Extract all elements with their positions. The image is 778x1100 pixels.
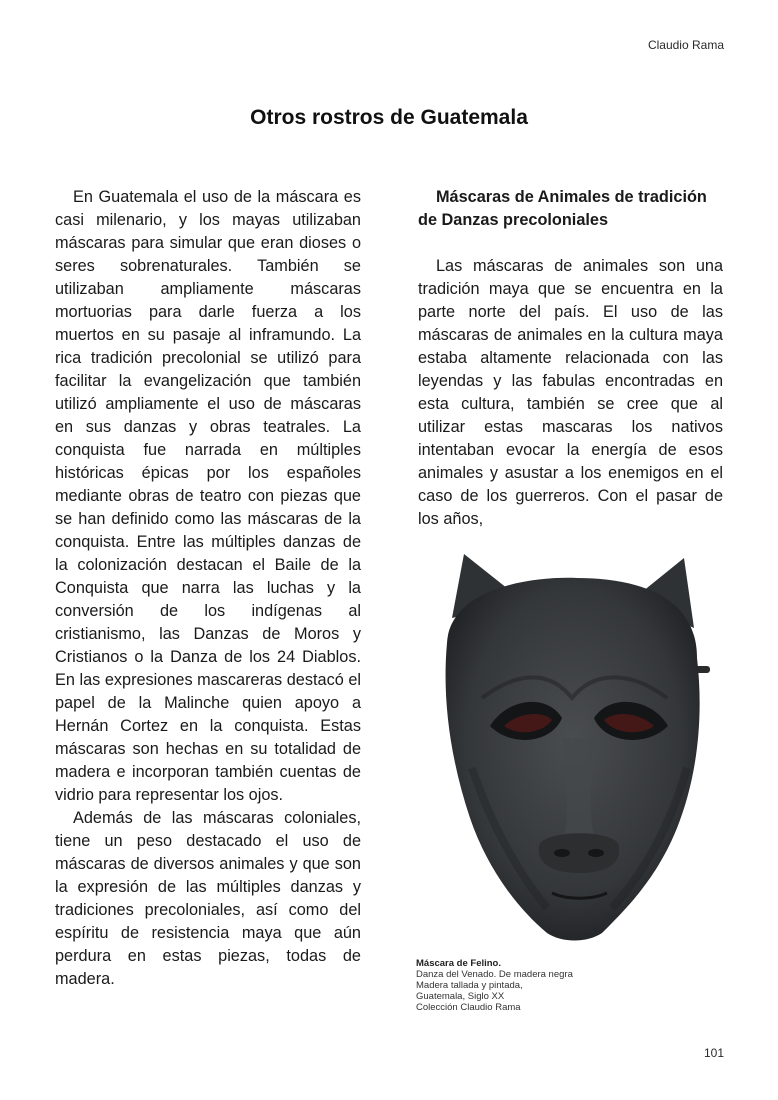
right-column-text-clip (418, 255, 723, 533)
body-paragraph-2: Además de las máscaras coloniales, tiene un peso destacado el uso de máscaras de diversos animales y que son la expresión de las múltiples danzas y tradiciones precoloniales, así como del espíritu de resistencia maya que aún perdura en estas piezas, todas de madera. (55, 809, 361, 988)
caption-line: Madera tallada y pintada, (416, 980, 523, 991)
figure-caption (416, 958, 656, 1013)
left-column (55, 186, 361, 991)
mask-nostril-right (588, 849, 604, 857)
running-header-author: Claudio Rama (647, 38, 724, 52)
right-body-paragraph: Las máscaras de animales son una tradición maya que se encuentra en la parte norte del país. El uso de las máscaras de animales en la cultura maya estaba altamente relacionada con las leyendas y las fabulas encontradas en esta cultura, también se cree que al utilizar estas mascaras los nativos intentaban evocar la energía de esos animales y asustar a los enemigos en el caso de los guerreros. Con el pasar de los años, (418, 257, 723, 528)
mask-nostril-left (554, 849, 570, 857)
caption-line: Guatemala, Siglo XX (416, 991, 505, 1002)
section-title: Máscaras de Animales de tradición de Danzas precoloniales (418, 188, 707, 229)
mask-snout (539, 833, 619, 873)
feline-mask-photo (412, 548, 742, 946)
caption-line: Danza del Venado. De madera negra (416, 969, 573, 980)
caption-line: Colección Claudio Rama (416, 1002, 521, 1013)
page-title: Otros rostros de Guatemala (250, 106, 528, 129)
body-paragraph-1: En Guatemala el uso de la máscara es casi milenario, y los mayas utilizaban máscaras para simular que eran dioses o seres sobrenaturales. También se utilizaban ampliamente máscaras mortuorias para darle fuerza a los muertos en su pasaje al inframundo. La rica tradición precolonial se utilizó para facilitar la evangelización que también utilizó ampliamente el uso de máscaras en sus danzas y obras teatrales. La conquista fue narrada en múltiples históricas épicas por los españoles mediante obras de teatro con piezas que se han definido como las máscaras de la conquista. Entre las múltiples danzas de la colonización destacan el Baile de la Conquista que narra las luchas y la conversión de los indígenas al cristianismo, las Danzas de Moros y Cristianos o la Danza de los 24 Diablos. En las expresiones mascareras destacó el papel de la Malinche quien apoyo a Hernán Cortez en la conquista. Estas máscaras son hechas en su totalidad de madera e incorporan también cuentas de vidrio para representar los ojos. (55, 188, 361, 804)
page-number: 101 (703, 1046, 724, 1060)
right-column (418, 186, 723, 533)
caption-title: Máscara de Felino. (416, 958, 502, 969)
